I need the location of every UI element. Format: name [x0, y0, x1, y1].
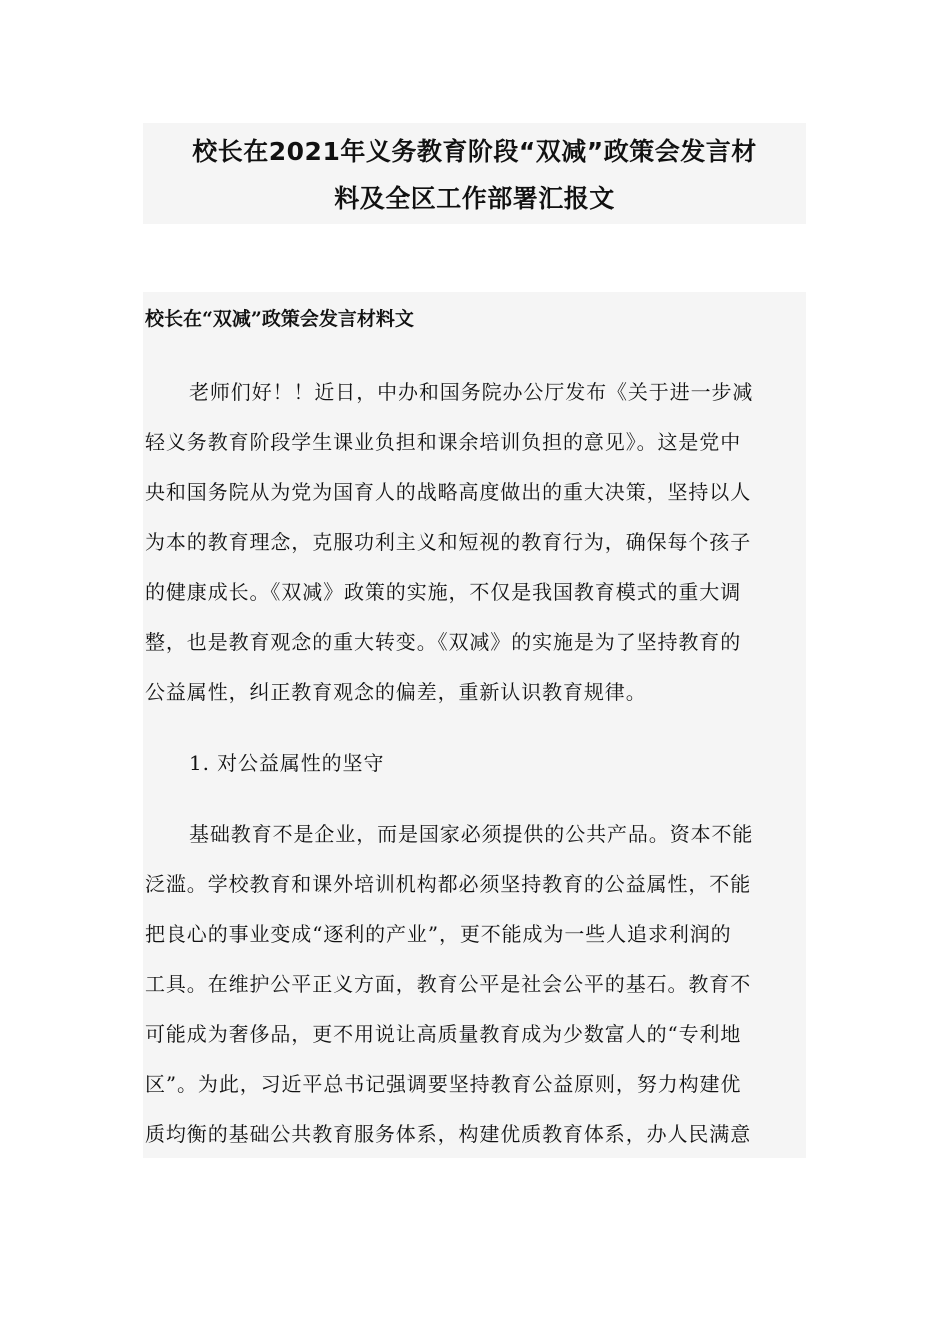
document-title-line-1: 校长在2021年义务教育阶段“双减”政策会发言材 — [192, 137, 757, 166]
title-block — [143, 123, 806, 224]
paragraph-line: 央和国务院从为党为国育人的战略高度做出的重大决策，坚持以人 — [145, 480, 752, 504]
section-heading: 1. 对公益属性的坚守 — [189, 751, 385, 775]
paragraph-line: 公益属性，纠正教育观念的偏差，重新认识教育规律。 — [145, 680, 647, 704]
paragraph-line: 老师们好！！近日，中办和国务院办公厅发布《关于进一步减 — [189, 380, 754, 404]
paragraph-line: 工具。在维护公平正义方面，教育公平是社会公平的基石。教育不 — [145, 972, 752, 996]
paragraph-line: 可能成为奢侈品，更不用说让高质量教育成为少数富人的“专利地 — [145, 1022, 742, 1046]
body-block — [143, 292, 806, 1158]
paragraph-line: 区”。为此，习近平总书记强调要坚持教育公益原则，努力构建优 — [145, 1072, 742, 1096]
section-subtitle: 校长在“双减”政策会发言材料文 — [145, 308, 414, 330]
paragraph-line: 整，也是教育观念的重大转变。《双减》的实施是为了坚持教育的 — [145, 630, 742, 654]
paragraph-line: 把良心的事业变成“逐利的产业”，更不能成为一些人追求利润的 — [145, 922, 732, 946]
paragraph-line: 基础教育不是企业，而是国家必须提供的公共产品。资本不能 — [189, 822, 754, 846]
paragraph-line: 轻义务教育阶段学生课业负担和课余培训负担的意见》。这是党中 — [145, 430, 742, 454]
document-title-line-2: 料及全区工作部署汇报文 — [334, 184, 615, 213]
paragraph-line: 质均衡的基础公共教育服务体系，构建优质教育体系，办人民满意 — [145, 1122, 752, 1146]
paragraph-line: 泛滥。学校教育和课外培训机构都必须坚持教育的公益属性，不能 — [145, 872, 752, 896]
paragraph-line: 为本的教育理念，克服功利主义和短视的教育行为，确保每个孩子 — [145, 530, 752, 554]
paragraph-line: 的健康成长。《双减》政策的实施，不仅是我国教育模式的重大调 — [145, 580, 742, 604]
